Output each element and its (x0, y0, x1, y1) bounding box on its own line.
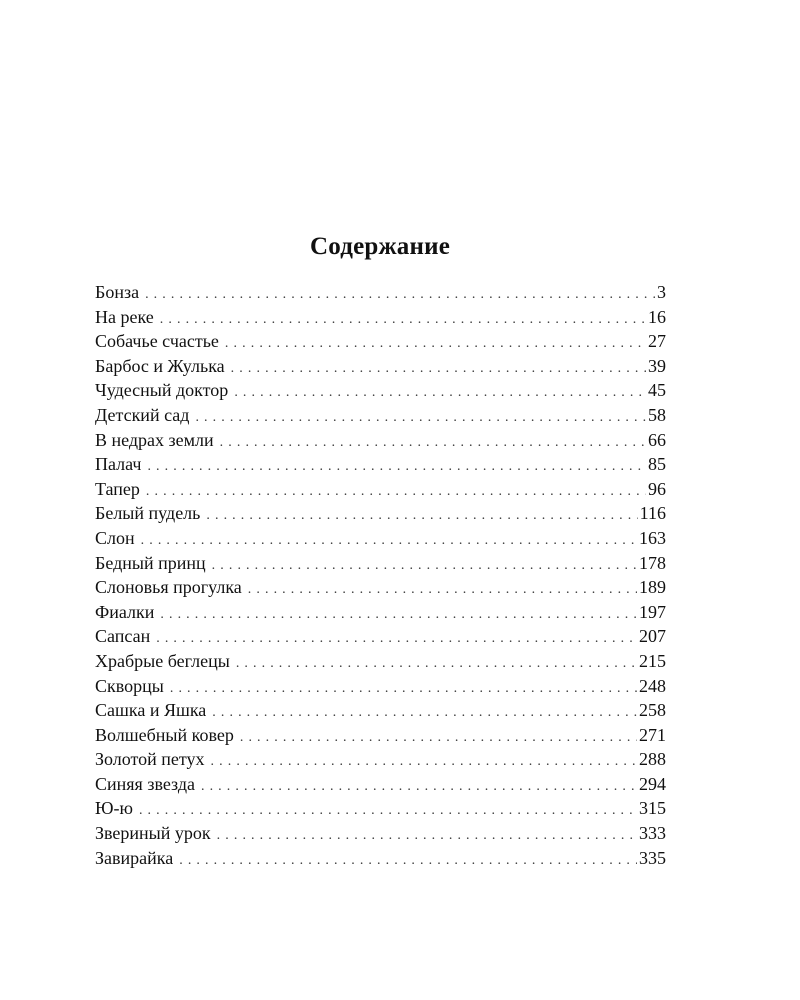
toc-entry-page-number: 178 (639, 552, 666, 573)
toc-entry-page-number: 163 (639, 527, 666, 548)
toc-entry-page-number: 248 (639, 675, 666, 696)
toc-entry-page-number: 271 (639, 724, 666, 745)
toc-entry-title: Звериный урок (95, 823, 211, 844)
toc-entry-title: На реке (95, 306, 154, 327)
toc-entry[interactable] (95, 575, 666, 600)
dot-leader (147, 455, 646, 480)
page-title: Содержание (309, 232, 450, 260)
dot-leader (220, 431, 646, 456)
toc-entry-title: Тапер (95, 478, 140, 499)
toc-entry-title: Храбрые беглецы (95, 650, 230, 671)
toc-entry[interactable] (95, 600, 666, 625)
toc-entry[interactable] (95, 280, 666, 305)
toc-entry[interactable] (95, 428, 666, 453)
toc-entry-page-number: 189 (639, 577, 666, 598)
dot-leader (160, 308, 646, 333)
toc-entry-title: В недрах земли (95, 429, 214, 450)
toc-entry[interactable] (95, 624, 666, 649)
toc-entry-page-number: 3 (657, 282, 666, 302)
toc-entry-title: Чудесный доктор (95, 380, 229, 401)
toc-entry-title: Собачье счастье (95, 331, 219, 352)
dot-leader (212, 554, 637, 579)
dot-leader (139, 799, 637, 824)
toc-entry-title: Бонза (95, 282, 140, 302)
dot-leader (141, 529, 637, 554)
toc-entry[interactable] (95, 354, 666, 379)
dot-leader (170, 677, 637, 702)
dot-leader (201, 775, 637, 800)
dot-leader (206, 504, 637, 529)
toc-entry[interactable] (95, 747, 666, 772)
toc-entry-title: Фиалки (95, 601, 155, 622)
dot-leader (145, 283, 655, 308)
toc-entry[interactable] (95, 723, 666, 748)
dot-leader (236, 652, 637, 677)
dot-leader (225, 332, 646, 357)
toc-entry-page-number: 116 (639, 503, 666, 524)
toc-entry-page-number: 27 (648, 331, 666, 352)
dot-leader (234, 381, 646, 406)
dot-leader (248, 578, 637, 603)
toc-entry[interactable] (95, 452, 666, 477)
toc-entry-page-number: 66 (648, 429, 666, 450)
toc-entry[interactable] (95, 378, 666, 403)
toc-entry-page-number: 335 (639, 847, 666, 868)
toc-entry-title: Палач (95, 454, 142, 475)
toc-entry-title: Детский сад (95, 404, 190, 425)
toc-entry[interactable] (95, 403, 666, 428)
toc-entry-page-number: 315 (639, 798, 666, 819)
toc-entry-title: Барбос и Жулька (95, 355, 225, 376)
dot-leader (160, 603, 637, 628)
dot-leader (212, 701, 637, 726)
toc-entry-title: Ю-ю (95, 798, 133, 819)
toc-entry[interactable] (95, 649, 666, 674)
toc-entry-page-number: 45 (648, 380, 666, 401)
toc-entry[interactable] (95, 526, 666, 551)
toc-entry-title: Синяя звезда (95, 773, 195, 794)
toc-entry[interactable] (95, 846, 666, 871)
toc-entry[interactable] (95, 477, 666, 502)
toc-entry[interactable] (95, 796, 666, 821)
dot-leader (240, 726, 637, 751)
toc-entry[interactable] (95, 821, 666, 846)
dot-leader (211, 750, 637, 775)
toc-entry-page-number: 294 (639, 773, 666, 794)
toc-entry-title: Сапсан (95, 626, 151, 647)
dot-leader (217, 824, 637, 849)
toc-entry[interactable] (95, 329, 666, 354)
toc-entry[interactable] (95, 551, 666, 576)
toc-entry-title: Золотой петух (95, 749, 205, 770)
toc-entry-page-number: 96 (648, 478, 666, 499)
toc-entry-title: Волшебный ковер (95, 724, 234, 745)
toc-entry-title: Белый пудель (95, 503, 201, 524)
toc-entry-page-number: 215 (639, 650, 666, 671)
toc-entry-page-number: 85 (648, 454, 666, 475)
toc-entry[interactable] (95, 674, 666, 699)
dot-leader (195, 406, 646, 431)
dot-leader (146, 480, 646, 505)
toc-entry-title: Завирайка (95, 847, 174, 868)
dot-leader (231, 357, 646, 382)
toc-entry-page-number: 207 (639, 626, 666, 647)
toc-entry-title: Слон (95, 527, 135, 548)
toc-entry-page-number: 197 (639, 601, 666, 622)
toc-entry[interactable] (95, 698, 666, 723)
toc-entry-title: Скворцы (95, 675, 164, 696)
toc-entry-page-number: 288 (639, 749, 666, 770)
dot-leader (179, 849, 637, 874)
toc-entry-page-number: 58 (648, 404, 666, 425)
table-of-contents (95, 280, 666, 870)
toc-entry-title: Слоновья прогулка (95, 577, 242, 598)
toc-entry-page-number: 39 (648, 355, 666, 376)
toc-entry[interactable] (95, 305, 666, 330)
toc-entry[interactable] (95, 501, 666, 526)
toc-entry-page-number: 16 (648, 306, 666, 327)
toc-entry-page-number: 333 (639, 823, 666, 844)
toc-entry-title: Бедный принц (95, 552, 206, 573)
toc-entry-title: Сашка и Яшка (95, 700, 207, 721)
toc-entry[interactable] (95, 772, 666, 797)
toc-entry-page-number: 258 (639, 700, 666, 721)
